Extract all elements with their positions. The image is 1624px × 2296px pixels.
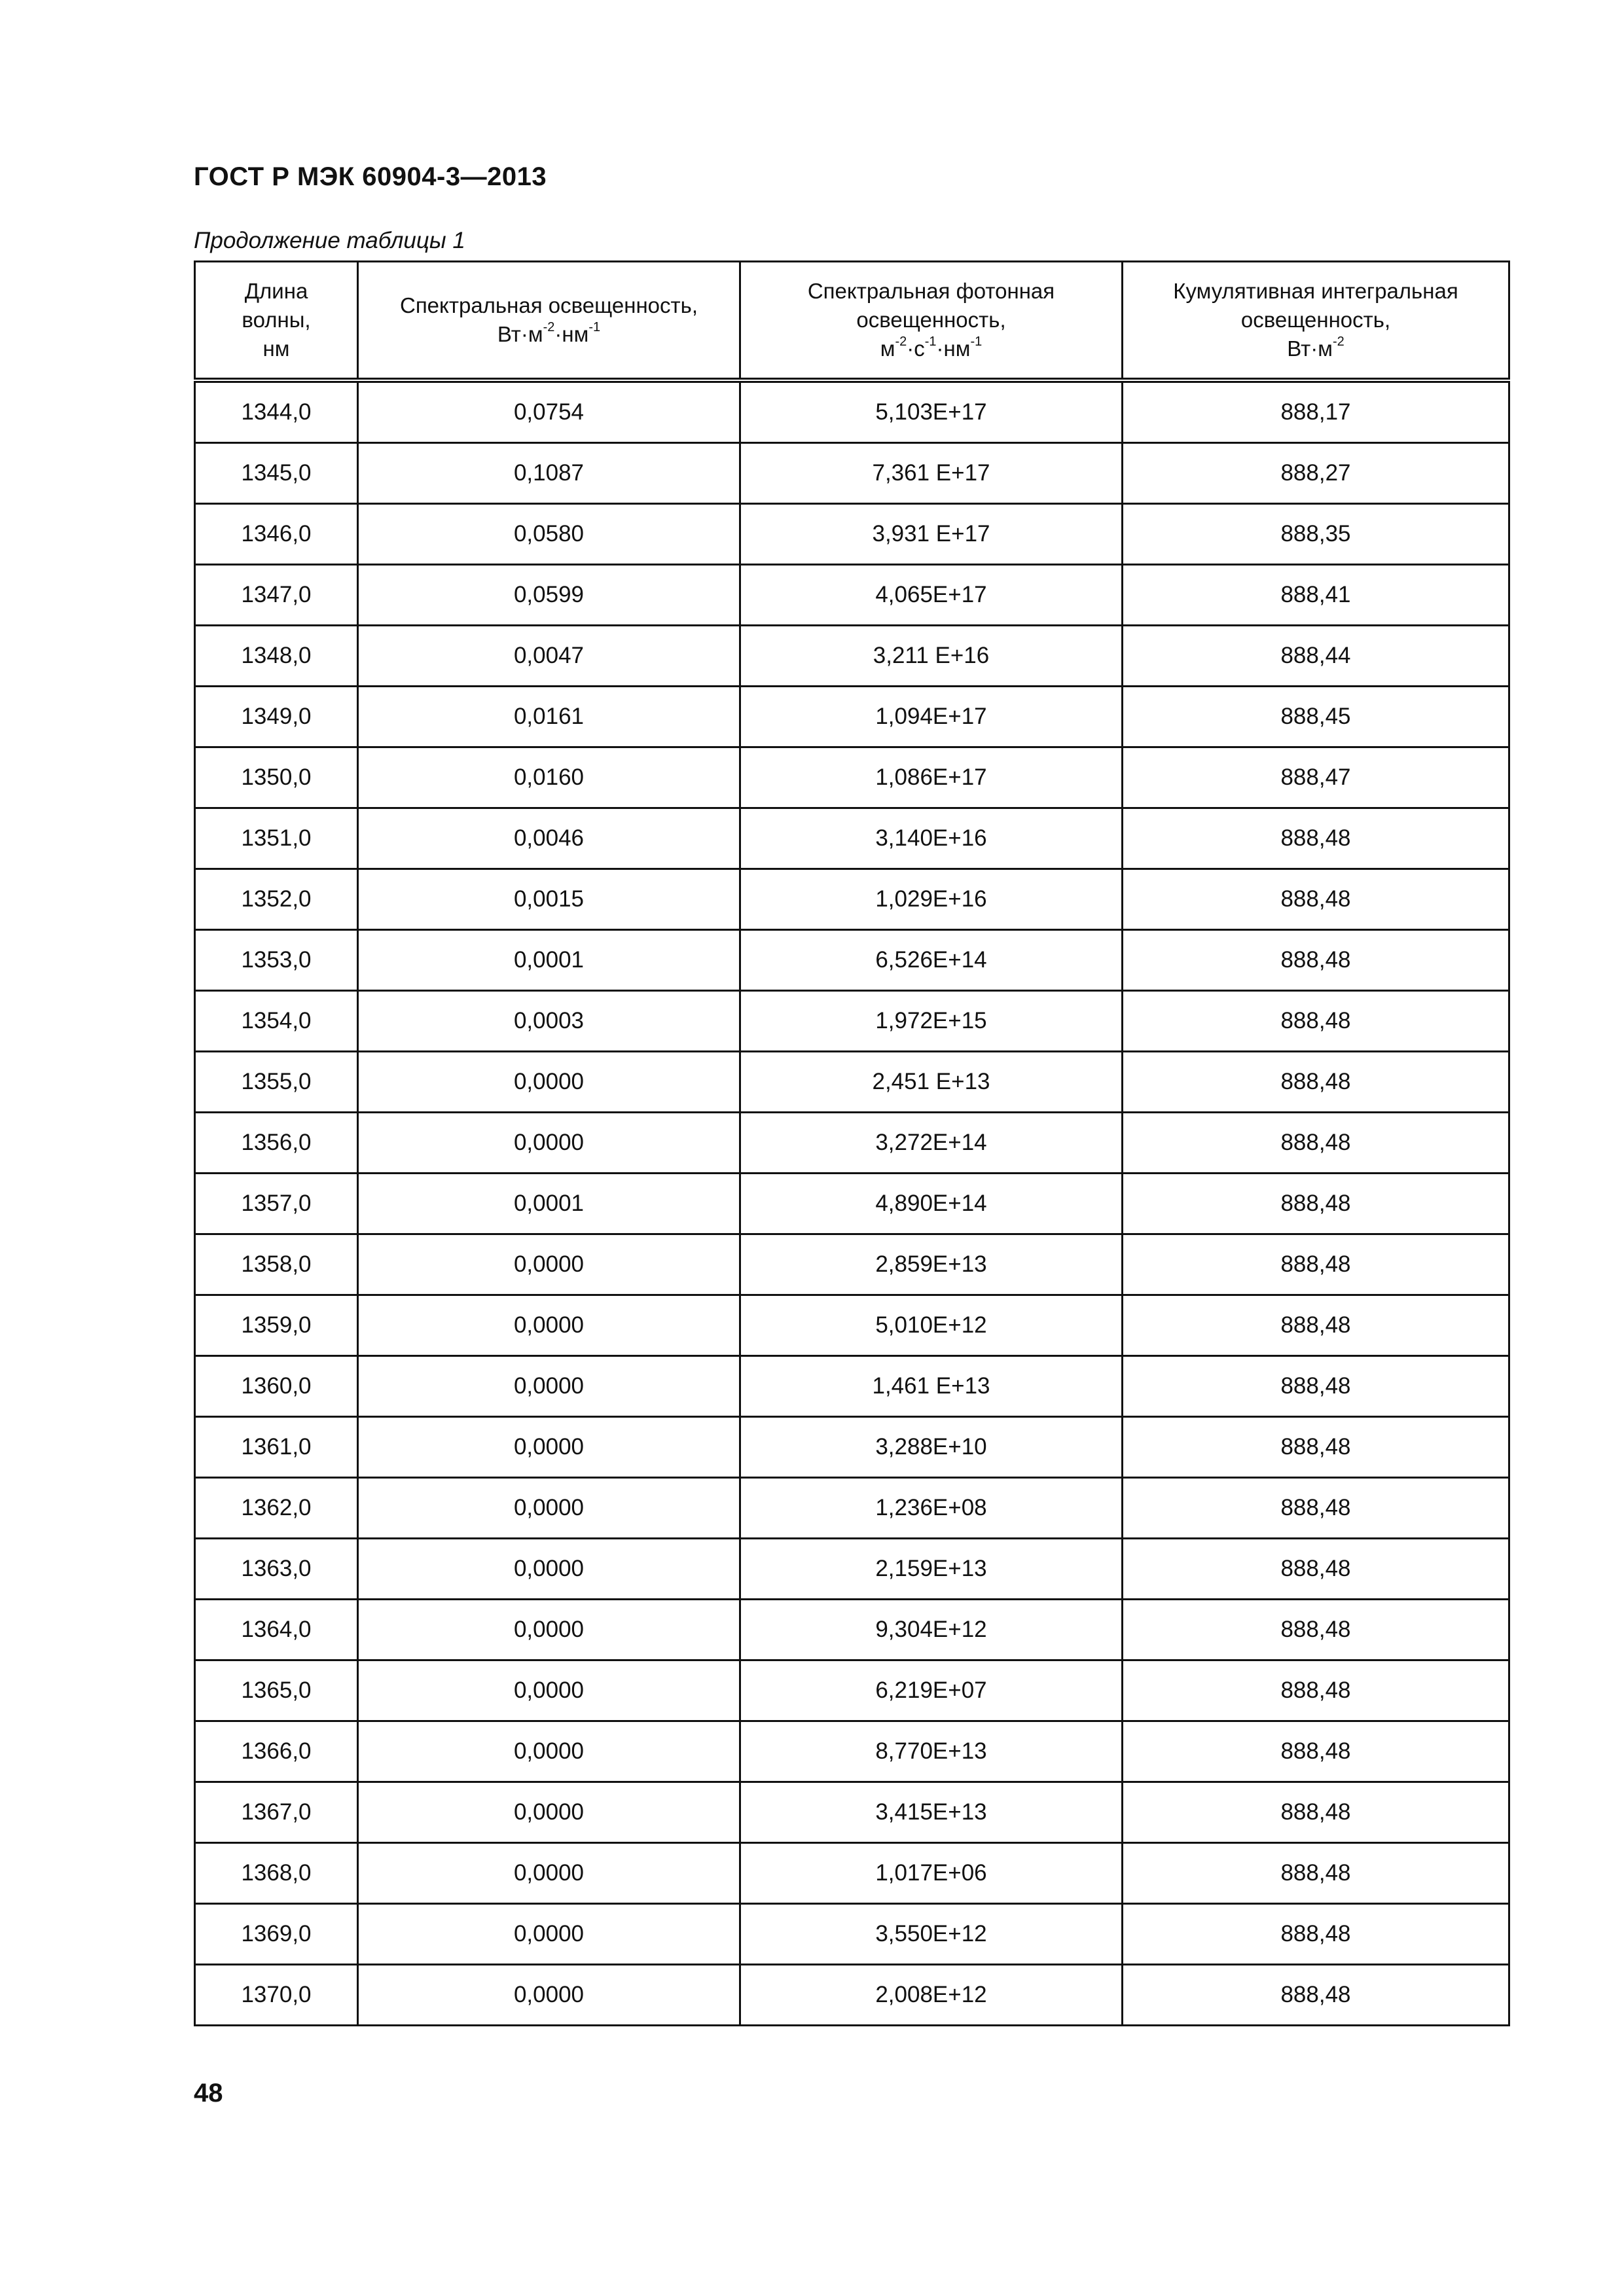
cell-cumulative: 888,48 [1123,991,1509,1052]
cell-cumulative: 888,48 [1123,1782,1509,1843]
cell-cumulative: 888,48 [1123,1052,1509,1113]
cell-cumulative: 888,48 [1123,1843,1509,1904]
table-row [195,1539,1509,1600]
cell-cumulative: 888,47 [1123,747,1509,808]
cell-irradiance: 0,0000 [358,1539,740,1600]
cell-wavelength: 1368,0 [195,1843,358,1904]
cell-wavelength: 1349,0 [195,687,358,747]
cell-irradiance: 0,0000 [358,1417,740,1478]
header-cumulative-line1: Кумулятивная интегральная [1173,279,1458,303]
cell-wavelength: 1362,0 [195,1478,358,1539]
cell-wavelength: 1354,0 [195,991,358,1052]
cell-irradiance: 0,0015 [358,869,740,930]
table-row [195,1843,1509,1904]
cell-wavelength: 1353,0 [195,930,358,991]
cell-wavelength: 1366,0 [195,1721,358,1782]
header-photon-line1: Спектральная фотонная [807,279,1055,303]
table-row [195,504,1509,565]
cell-photon-irradiance: 3,931 E+17 [740,504,1123,565]
header-wavelength-unit: нм [262,336,290,361]
header-cumulative-irradiance [1123,262,1509,381]
table-row [195,1234,1509,1295]
cell-cumulative: 888,48 [1123,1417,1509,1478]
cell-irradiance: 0,0754 [358,380,740,443]
cell-photon-irradiance: 3,415E+13 [740,1782,1123,1843]
cell-cumulative: 888,45 [1123,687,1509,747]
cell-wavelength: 1357,0 [195,1174,358,1234]
cell-cumulative: 888,27 [1123,443,1509,504]
header-irradiance-unit: $Вт\cdot м^{-2}\cdot нм^{-1}$ [497,320,601,346]
cell-wavelength: 1355,0 [195,1052,358,1113]
cell-wavelength: 1344,0 [195,380,358,443]
table-row [195,930,1509,991]
cell-irradiance: 0,0000 [358,1356,740,1417]
cell-photon-irradiance: 3,550E+12 [740,1904,1123,1965]
header-photon-irradiance [740,262,1123,381]
header-photon-unit: $м^{-2}\cdot с^{-1}\cdot нм^{-1}$ [880,334,983,361]
page-number: 48 [194,2079,223,2108]
table-row [195,1965,1509,2026]
cell-photon-irradiance: 1,972E+15 [740,991,1123,1052]
cell-cumulative: 888,48 [1123,1721,1509,1782]
cell-irradiance: 0,0000 [358,1600,740,1660]
cell-wavelength: 1346,0 [195,504,358,565]
table-row [195,443,1509,504]
cell-irradiance: 0,0000 [358,1113,740,1174]
cell-photon-irradiance: 4,890E+14 [740,1174,1123,1234]
cell-cumulative: 888,48 [1123,1478,1509,1539]
cell-wavelength: 1369,0 [195,1904,358,1965]
table-row [195,1721,1509,1782]
cell-irradiance: 0,0047 [358,626,740,687]
table-row [195,626,1509,687]
cell-irradiance: 0,0000 [358,1660,740,1721]
header-spectral-irradiance [358,262,740,381]
cell-wavelength: 1348,0 [195,626,358,687]
cell-wavelength: 1356,0 [195,1113,358,1174]
table-row [195,1295,1509,1356]
cell-irradiance: 0,0000 [358,1052,740,1113]
table-row [195,1113,1509,1174]
table-row [195,565,1509,626]
cell-wavelength: 1358,0 [195,1234,358,1295]
cell-photon-irradiance: 6,526E+14 [740,930,1123,991]
cell-wavelength: 1370,0 [195,1965,358,2026]
cell-photon-irradiance: 9,304E+12 [740,1600,1123,1660]
cell-photon-irradiance: 2,859E+13 [740,1234,1123,1295]
cell-cumulative: 888,48 [1123,1113,1509,1174]
cell-irradiance: 0,0000 [358,1843,740,1904]
cell-photon-irradiance: 1,086E+17 [740,747,1123,808]
cell-photon-irradiance: 3,272E+14 [740,1113,1123,1174]
cell-irradiance: 0,0000 [358,1478,740,1539]
table-row [195,1052,1509,1113]
cell-cumulative: 888,17 [1123,380,1509,443]
cell-photon-irradiance: 2,159E+13 [740,1539,1123,1600]
cell-photon-irradiance: 4,065E+17 [740,565,1123,626]
cell-irradiance: 0,0161 [358,687,740,747]
cell-wavelength: 1367,0 [195,1782,358,1843]
cell-irradiance: 0,0003 [358,991,740,1052]
cell-cumulative: 888,48 [1123,930,1509,991]
table-row [195,1660,1509,1721]
cell-wavelength: 1352,0 [195,869,358,930]
cell-irradiance: 0,0000 [358,1965,740,2026]
cell-photon-irradiance: 1,461 E+13 [740,1356,1123,1417]
cell-cumulative: 888,48 [1123,869,1509,930]
header-wavelength-line1: Длина [244,279,308,303]
header-cumulative-line2: освещенность, [1240,308,1391,332]
cell-irradiance: 0,0000 [358,1904,740,1965]
cell-wavelength: 1347,0 [195,565,358,626]
cell-irradiance: 0,0001 [358,930,740,991]
table-row [195,1782,1509,1843]
cell-photon-irradiance: 3,211 E+16 [740,626,1123,687]
spectral-data-table [194,260,1510,2026]
table-row [195,808,1509,869]
cell-wavelength: 1363,0 [195,1539,358,1600]
cell-cumulative: 888,48 [1123,1965,1509,2026]
cell-photon-irradiance: 6,219E+07 [740,1660,1123,1721]
cell-cumulative: 888,48 [1123,1295,1509,1356]
cell-cumulative: 888,48 [1123,808,1509,869]
cell-cumulative: 888,35 [1123,504,1509,565]
cell-wavelength: 1364,0 [195,1600,358,1660]
cell-photon-irradiance: 3,140E+16 [740,808,1123,869]
cell-wavelength: 1359,0 [195,1295,358,1356]
header-wavelength-line2: волны, [242,308,311,332]
header-irradiance-line1: Спектральная освещенность, [399,293,698,317]
cell-wavelength: 1345,0 [195,443,358,504]
cell-irradiance: 0,0000 [358,1721,740,1782]
cell-irradiance: 0,0599 [358,565,740,626]
cell-cumulative: 888,41 [1123,565,1509,626]
table-row [195,1356,1509,1417]
table-row [195,747,1509,808]
cell-cumulative: 888,48 [1123,1600,1509,1660]
cell-photon-irradiance: 5,103E+17 [740,380,1123,443]
table-row [195,1174,1509,1234]
table-header-row [195,262,1509,381]
cell-photon-irradiance: 1,017E+06 [740,1843,1123,1904]
table-row [195,991,1509,1052]
cell-irradiance: 0,0046 [358,808,740,869]
table-row [195,869,1509,930]
cell-irradiance: 0,0000 [358,1295,740,1356]
cell-cumulative: 888,48 [1123,1174,1509,1234]
cell-photon-irradiance: 1,094E+17 [740,687,1123,747]
cell-cumulative: 888,48 [1123,1356,1509,1417]
cell-photon-irradiance: 8,770E+13 [740,1721,1123,1782]
table-row [195,380,1509,443]
document-header: ГОСТ Р МЭК 60904-3—2013 [194,162,547,191]
cell-wavelength: 1351,0 [195,808,358,869]
header-photon-line2: освещенность, [856,308,1006,332]
table-row [195,1478,1509,1539]
cell-photon-irradiance: 1,236E+08 [740,1478,1123,1539]
cell-wavelength: 1360,0 [195,1356,358,1417]
cell-photon-irradiance: 1,029E+16 [740,869,1123,930]
header-wavelength [195,262,358,381]
cell-wavelength: 1350,0 [195,747,358,808]
cell-photon-irradiance: 5,010E+12 [740,1295,1123,1356]
cell-photon-irradiance: 2,008E+12 [740,1965,1123,2026]
cell-irradiance: 0,1087 [358,443,740,504]
cell-irradiance: 0,0001 [358,1174,740,1234]
cell-photon-irradiance: 7,361 E+17 [740,443,1123,504]
table-body [195,380,1509,2026]
table-row [195,1904,1509,1965]
cell-photon-irradiance: 3,288E+10 [740,1417,1123,1478]
cell-photon-irradiance: 2,451 E+13 [740,1052,1123,1113]
header-cumulative-unit: $Вт\cdot м^{-2}$ [1287,334,1344,361]
cell-irradiance: 0,0580 [358,504,740,565]
cell-irradiance: 0,0000 [358,1234,740,1295]
cell-irradiance: 0,0160 [358,747,740,808]
cell-irradiance: 0,0000 [358,1782,740,1843]
table-row [195,687,1509,747]
cell-cumulative: 888,48 [1123,1904,1509,1965]
cell-cumulative: 888,48 [1123,1539,1509,1600]
table-row [195,1600,1509,1660]
cell-cumulative: 888,48 [1123,1234,1509,1295]
table-header [195,262,1509,381]
cell-cumulative: 888,44 [1123,626,1509,687]
cell-wavelength: 1361,0 [195,1417,358,1478]
cell-wavelength: 1365,0 [195,1660,358,1721]
table-row [195,1417,1509,1478]
table-caption: Продолжение таблицы 1 [194,228,465,253]
cell-cumulative: 888,48 [1123,1660,1509,1721]
